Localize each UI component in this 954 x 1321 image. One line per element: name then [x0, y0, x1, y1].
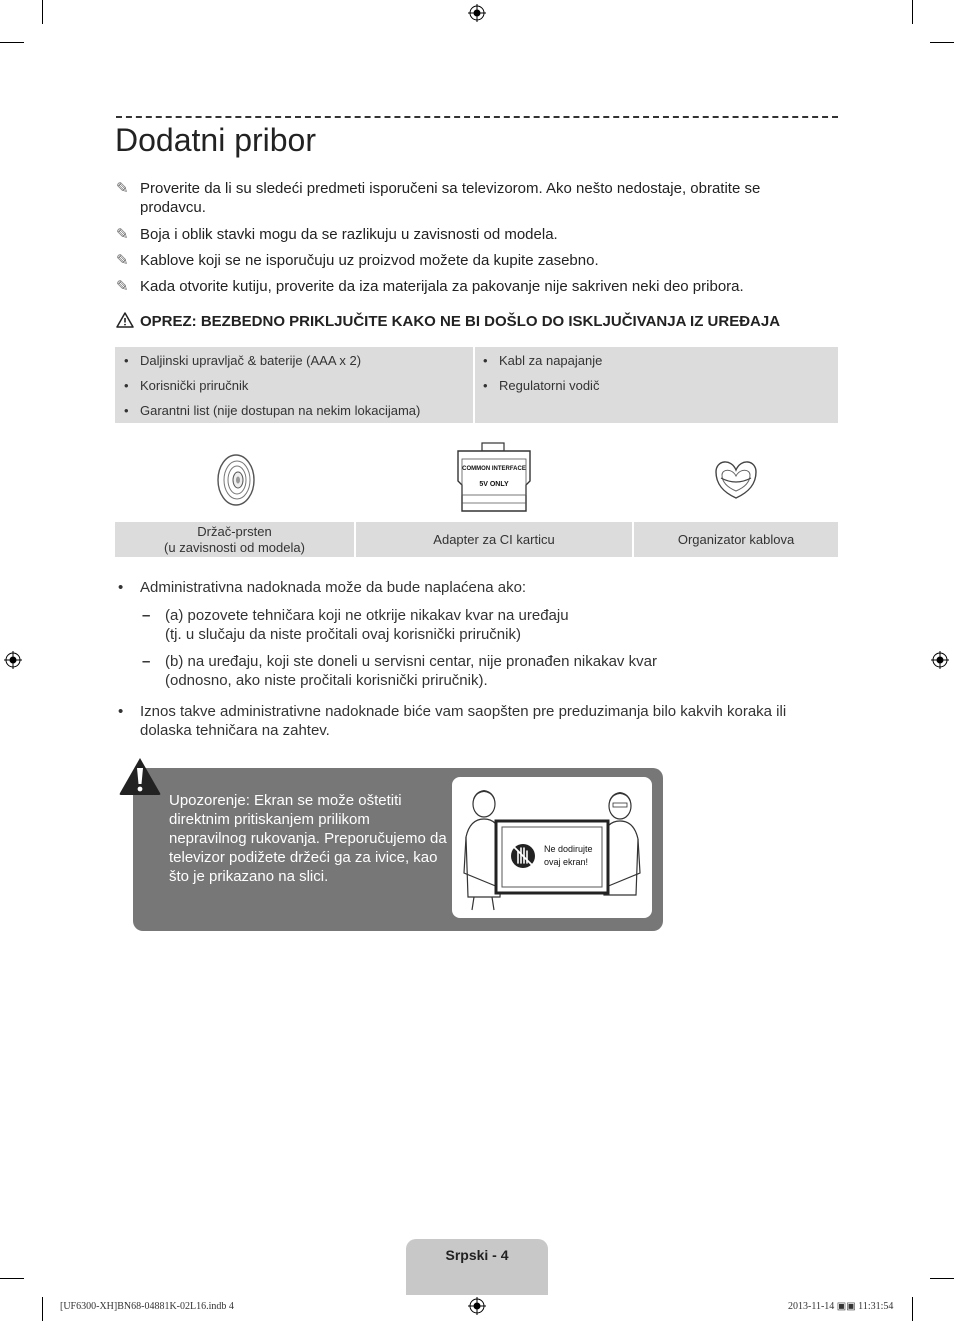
sub-item-a-line1: (a) pozovete tehničara koji ne otkrije nikakav kvar na uređaju — [165, 607, 569, 624]
caption-line: (u zavisnosti od modela) — [164, 539, 305, 555]
admin-fee-text: Administrativna nadoknada može da bude naplaćena ako: — [140, 579, 527, 596]
caution-triangle-icon — [116, 312, 134, 328]
pencil-note-icon: ✎ — [116, 226, 129, 243]
pencil-note-icon: ✎ — [116, 252, 129, 269]
pencil-note-icon: ✎ — [116, 180, 129, 197]
screen-warning-line: ovaj ekran! — [544, 857, 589, 867]
ci-label-common-interface: COMMON INTERFACE — [462, 466, 526, 472]
title-divider — [116, 116, 838, 118]
print-date-info: 2013-11-14 ▣▣ 11:31:54 — [788, 1301, 894, 1312]
warning-triangle-icon — [118, 756, 162, 796]
accessories-list-panel: • Daljinski upravljač & baterije (AAA x 2) • Korisnički priručnik • Garantni list (nije dostupan na nekim lokacijama) • Kabl za napajanje • Regulatorni vodič — [115, 347, 838, 423]
warning-text: Upozorenje: Ekran se može oštetiti direktnim pritiskanjem prilikom nepravilnog rukovanja. Preporučujemo da televizor podižete držeći ga za ivice, kao što je prikazano na slici. — [169, 792, 447, 885]
bullet-marker: • — [118, 703, 124, 720]
ci-card-adapter-image — [454, 441, 534, 515]
caption-line: Adapter za CI karticu — [433, 531, 555, 547]
note-text: Kablove koji se ne isporučuju uz proizvod možete da kupite zasebno. — [140, 252, 599, 269]
page-number-tab — [406, 1239, 548, 1295]
crop-mark — [0, 1278, 24, 1279]
screen-warning-label — [544, 843, 593, 869]
note-item — [116, 277, 816, 296]
registration-mark-icon — [931, 651, 949, 669]
crop-mark — [930, 42, 954, 43]
caution-text: OPREZ: BEZBEDNO PRIKLJUČITE KAKO NE BI DOŠLO DO ISKLJUČIVANJA IZ UREĐAJA — [140, 313, 781, 330]
sub-item-b-line1: (b) na uređaju, koji ste doneli u servisni centar, nije pronađen nikakav kvar — [165, 653, 657, 670]
screen-warning-line: Ne dodirujte — [544, 844, 593, 854]
crop-mark — [42, 0, 43, 24]
ci-label-voltage: 5V ONLY — [479, 481, 509, 488]
caption-line: Držač-prsten — [197, 523, 272, 539]
admin-fee-amount-line2: dolaska tehničara na zahtev. — [140, 722, 330, 739]
sub-item-a-line2: (tj. u slučaju da niste pročitali ovaj korisnički priručnik) — [165, 626, 521, 643]
item-caption — [115, 522, 354, 557]
sub-item-b-line2: (odnosno, ako niste pročitali korisnički priručnik). — [165, 672, 488, 689]
crop-mark — [0, 42, 24, 43]
caption-line: Organizator kablova — [677, 531, 795, 547]
pencil-note-icon: ✎ — [116, 278, 129, 295]
caution-heading — [116, 312, 780, 330]
note-item — [116, 251, 816, 270]
page-title: Dodatni pribor — [115, 122, 316, 158]
crop-mark — [930, 1278, 954, 1279]
warning-panel — [133, 768, 663, 931]
note-text: Kada otvorite kutiju, proverite da iza materijala za pakovanje nije sakriven neki deo pribora. — [140, 278, 744, 295]
bullet-marker: • — [118, 579, 124, 596]
item-caption — [634, 522, 838, 557]
note-text: Proverite da li su sledeći predmeti isporučeni sa televizorom. Ako nešto nedostaje, obratite se prodavcu. — [140, 180, 761, 216]
crop-mark — [912, 1297, 913, 1321]
holder-ring-icon — [215, 452, 257, 508]
note-item — [116, 179, 816, 217]
registration-mark-icon — [4, 651, 22, 669]
tv-handling-illustration — [452, 777, 652, 918]
page-number: Srpski - 4 — [445, 1247, 509, 1263]
crop-mark — [42, 1297, 43, 1321]
registration-mark-icon — [468, 4, 486, 22]
dash-marker: – — [142, 653, 151, 670]
column-divider — [473, 347, 475, 423]
crop-mark — [912, 0, 913, 24]
item-caption — [356, 522, 632, 557]
admin-fee-amount-line1: Iznos takve administrativne nadoknade biće vam saopšten pre preduzimanja bilo kakvih koraka ili — [140, 703, 787, 720]
note-item — [116, 225, 816, 244]
print-file-info: [UF6300-XH]BN68-04881K-02L16.indb 4 — [60, 1301, 234, 1312]
registration-mark-icon — [468, 1297, 486, 1315]
note-text: Boja i oblik stavki mogu da se razlikuju u zavisnosti od modela. — [140, 226, 558, 243]
cable-organizer-icon — [713, 456, 759, 502]
dash-marker: – — [142, 607, 151, 624]
